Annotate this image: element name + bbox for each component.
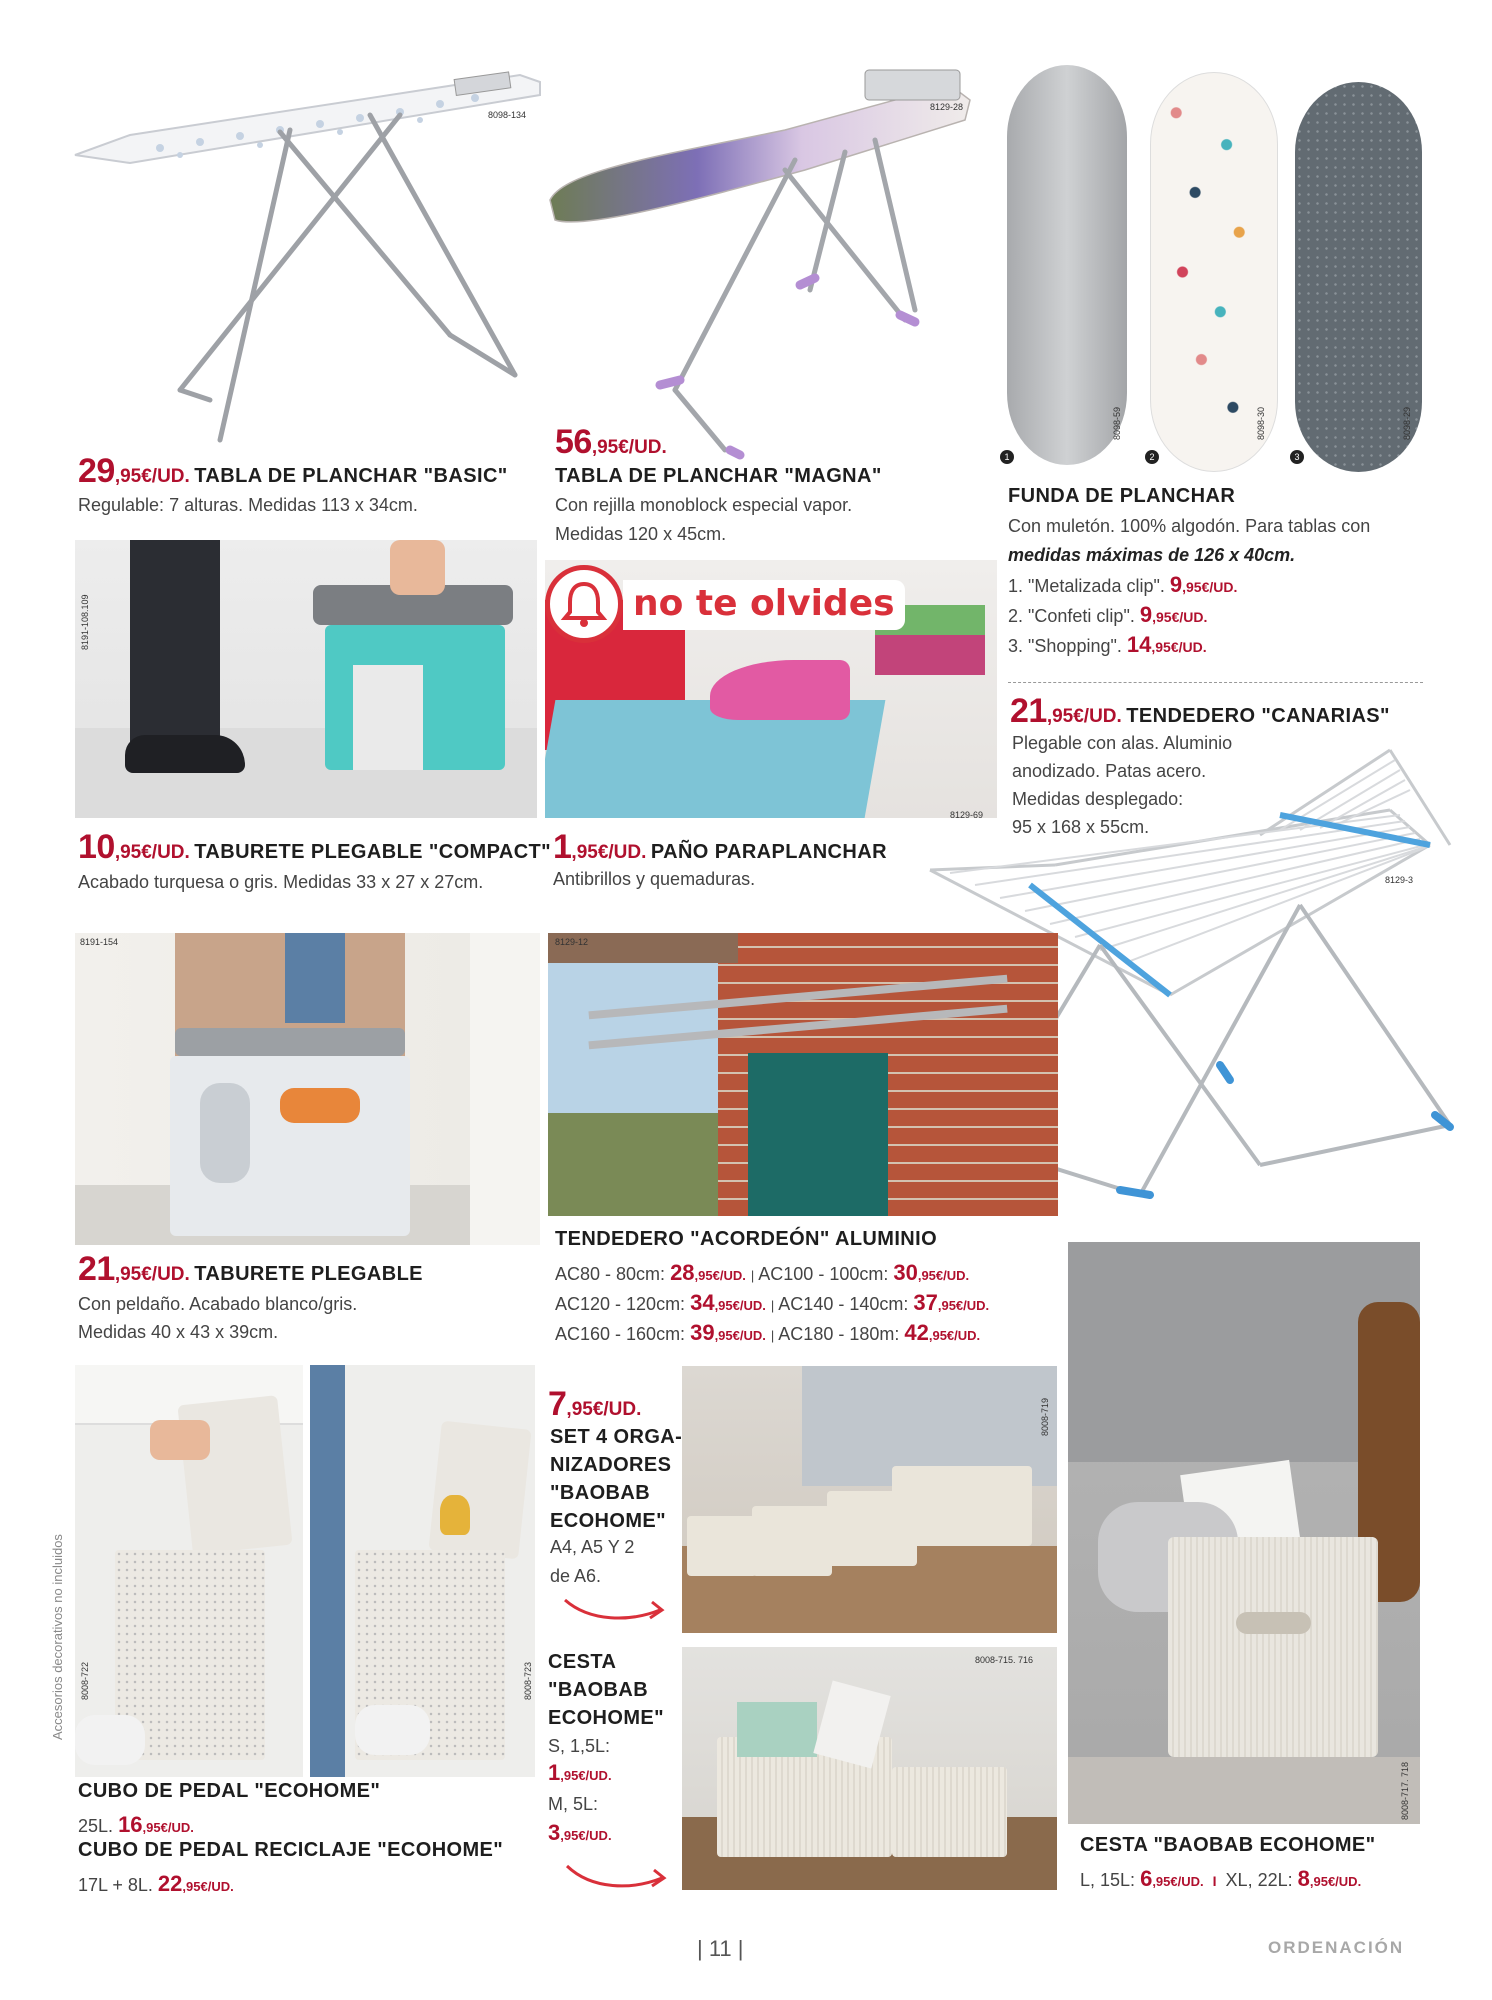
cesta-small-price-1-dec: ,95€/UD. <box>560 1768 612 1783</box>
funda-desc-1: Con muletón. 100% algodón. Para tablas con <box>1008 516 1371 536</box>
acordeon-ac140-label: AC140 - 140cm: <box>778 1294 909 1314</box>
basic-title: TABLA DE PLANCHAR "BASIC" <box>194 465 508 487</box>
cubo-size-1: 25L. <box>78 1816 114 1836</box>
cubo-line-1 <box>78 1810 194 1842</box>
cesta-big-code: 8008-717. 718 <box>1400 1761 1410 1820</box>
basic-price-int: 29 <box>78 452 115 490</box>
set4-photo <box>682 1366 1057 1633</box>
pano-code: 8129-69 <box>950 810 984 820</box>
funda-desc-2: medidas máximas de 126 x 40cm. <box>1008 545 1296 565</box>
cesta-small-size-1: S, 1,5L: <box>548 1736 611 1756</box>
taburete-price-int: 21 <box>78 1250 115 1288</box>
pano-price-title <box>553 828 887 867</box>
pano-title: PAÑO PARAPLANCHAR <box>650 841 887 863</box>
magna-code: 8129-28 <box>930 102 964 112</box>
pano-desc: Antibrillos y quemaduras. <box>553 869 756 889</box>
cesta-big-price-2-int: 8 <box>1297 1866 1310 1891</box>
canarias-code: 8129-3 <box>1385 875 1414 885</box>
acordeon-row-3: AC160 - 160cm: 39,95€/UD. | AC180 - 180m: 42,95€/UD. <box>555 1320 981 1345</box>
pano-price-dec: ,95€/UD. <box>571 842 647 863</box>
cover-marker-3: 3 <box>1290 450 1304 464</box>
funda-item-1-price-int: 9 <box>1169 572 1183 597</box>
funda-title: FUNDA DE PLANCHAR <box>1008 485 1236 507</box>
set4-arrow-icon <box>560 1590 670 1635</box>
acordeon-ac100-dec: ,95€/UD. <box>917 1268 970 1283</box>
cesta-big-price-1-dec: ,95€/UD. <box>1152 1874 1204 1889</box>
cubo-price-1-int: 16 <box>118 1812 143 1837</box>
no-te-olvides-banner <box>545 565 945 645</box>
funda-item-2-price-int: 9 <box>1139 602 1153 627</box>
cubo-code-1: 8008-722 <box>80 1661 90 1700</box>
funda-divider <box>1008 682 1423 683</box>
basic-price-dec: ,95€/UD. <box>114 466 190 487</box>
acordeon-ac100-label: AC100 - 100cm: <box>758 1264 889 1284</box>
cesta-small-price-2-int: 3 <box>548 1820 561 1845</box>
compact-title: TABURETE PLEGABLE "COMPACT" <box>194 841 552 863</box>
set4-title-3: "BAOBAB <box>550 1482 651 1504</box>
bell-icon <box>545 565 623 643</box>
funda-item-2-price-dec: ,95€/UD. <box>1152 609 1208 625</box>
cover-code-1: 8098-59 <box>1112 406 1122 440</box>
side-note: Accesorios decorativos no incluidos <box>50 1534 65 1740</box>
cubo-photo-2 <box>310 1365 535 1777</box>
taburete-desc-2: Medidas 40 x 43 x 39cm. <box>78 1322 279 1342</box>
canarias-price-int: 21 <box>1010 692 1047 730</box>
acordeon-ac120-dec: ,95€/UD. <box>714 1298 766 1313</box>
funda-item-3-label: 3. "Shopping". <box>1008 636 1122 656</box>
cubo-size-2: 17L + 8L. <box>78 1875 153 1895</box>
cubo-code-2: 8008-723 <box>523 1661 533 1700</box>
cubo-price-2-dec: ,95€/UD. <box>182 1879 234 1894</box>
acordeon-ac180-label: AC180 - 180m: <box>778 1324 900 1344</box>
cubo-price-2-int: 22 <box>157 1871 183 1896</box>
funda-item-2-label: 2. "Confeti clip". <box>1008 606 1135 626</box>
set4-code: 8008-719 <box>1040 1397 1050 1436</box>
acordeon-row-1: AC80 - 80cm: 28,95€/UD. | AC100 - 100cm: 30,95€/UD. <box>555 1260 970 1285</box>
canarias-desc-4: 95 x 168 x 55cm. <box>1012 817 1150 837</box>
cesta-small-size-2: M, 5L: <box>548 1794 599 1814</box>
taburete-photo <box>75 933 540 1245</box>
funda-item-3 <box>1008 630 1207 662</box>
cesta-small-title-3: ECOHOME" <box>548 1707 665 1729</box>
banner-text: no te olvides <box>633 583 895 624</box>
set4-desc <box>550 1533 634 1591</box>
acordeon-ac160-int: 39 <box>690 1320 715 1345</box>
set4-price-int: 7 <box>548 1385 567 1423</box>
taburete-price-title <box>78 1250 423 1289</box>
cubo-line-2 <box>78 1869 234 1901</box>
magna-desc-1: Con rejilla monoblock especial vapor. <box>555 495 853 515</box>
cesta-small-title <box>548 1648 664 1732</box>
set4-price-dec: ,95€/UD. <box>566 1399 642 1420</box>
funda-item-3-price-dec: ,95€/UD. <box>1151 639 1207 655</box>
acordeon-ac160-dec: ,95€/UD. <box>714 1328 766 1343</box>
cesta-small-price-1 <box>548 1760 612 1786</box>
funda-item-1 <box>1008 570 1237 602</box>
cesta-big-sep: I <box>1212 1873 1217 1889</box>
set4-title-2: NIZADORES <box>550 1454 672 1476</box>
compact-desc: Acabado turquesa o gris. Medidas 33 x 27 x 27cm. <box>78 872 484 892</box>
canarias-desc-3: Medidas desplegado: <box>1012 789 1184 809</box>
funda-item-1-label: 1. "Metalizada clip". <box>1008 576 1165 596</box>
cesta-small-price-2 <box>548 1820 612 1846</box>
set4-title-4: ECOHOME" <box>550 1510 667 1532</box>
magna-price <box>555 423 667 462</box>
magna-price-int: 56 <box>555 423 592 461</box>
magna-title: TABLA DE PLANCHAR "MAGNA" <box>555 465 882 487</box>
compact-code: 8191-108.109 <box>80 594 90 650</box>
cover-marker-1: 1 <box>1000 450 1014 464</box>
acordeon-ac180-dec: ,95€/UD. <box>928 1328 981 1343</box>
acordeon-ac180-int: 42 <box>904 1320 929 1345</box>
cesta-big-price-2-dec: ,95€/UD. <box>1309 1874 1362 1889</box>
taburete-desc-1: Con peldaño. Acabado blanco/gris. <box>78 1294 358 1314</box>
compact-price-title <box>78 828 551 867</box>
cesta-small-arrow-icon <box>562 1858 672 1903</box>
set4-desc-1: A4, A5 Y 2 <box>550 1537 635 1557</box>
section-label: ORDENACIÓN <box>1268 1938 1405 1957</box>
acordeon-ac120-label: AC120 - 120cm: <box>555 1294 686 1314</box>
cesta-small-code: 8008-715. 716 <box>975 1655 1034 1665</box>
canarias-desc-2: anodizado. Patas acero. <box>1012 761 1207 781</box>
cesta-small-title-2: "BAOBAB <box>548 1679 649 1701</box>
acordeon-photo <box>548 933 1058 1216</box>
cover-code-2: 8098-30 <box>1256 406 1266 440</box>
cesta-big-price-1-int: 6 <box>1140 1866 1153 1891</box>
cubo-price-1-dec: ,95€/UD. <box>142 1820 194 1835</box>
set4-title-1: SET 4 ORGA- <box>550 1426 683 1448</box>
acordeon-ac140-int: 37 <box>913 1290 938 1315</box>
cubo-title-1: CUBO DE PEDAL "ECOHOME" <box>78 1780 381 1802</box>
compact-price-int: 10 <box>78 828 115 866</box>
set4-price <box>548 1385 641 1424</box>
taburete-price-dec: ,95€/UD. <box>114 1264 190 1285</box>
set4-desc-2: de A6. <box>550 1566 602 1586</box>
canarias-price-title <box>1010 692 1390 731</box>
canarias-title: TENDEDERO "CANARIAS" <box>1126 705 1390 727</box>
acordeon-title: TENDEDERO "ACORDEÓN" ALUMINIO <box>555 1228 938 1250</box>
cover-metalizada-image <box>1007 65 1127 465</box>
cesta-big-size-2: XL, 22L: <box>1225 1870 1293 1890</box>
cesta-big-size-1: L, 15L: <box>1080 1870 1136 1890</box>
acordeon-ac120-int: 34 <box>690 1290 715 1315</box>
funda-item-3-price-int: 14 <box>1126 632 1152 657</box>
acordeon-ac160-label: AC160 - 160cm: <box>555 1324 686 1344</box>
pano-price-int: 1 <box>553 828 572 866</box>
acordeon-row-2: AC120 - 120cm: 34,95€/UD. | AC140 - 140cm: 37,95€/UD. <box>555 1290 990 1315</box>
banner-label <box>623 580 905 630</box>
magna-desc-2: Medidas 120 x 45cm. <box>555 524 727 544</box>
acordeon-ac80-dec: ,95€/UD. <box>694 1268 746 1283</box>
magna-board-image <box>545 60 985 460</box>
acordeon-ac80-int: 28 <box>670 1260 695 1285</box>
cesta-small-photo <box>682 1647 1057 1890</box>
basic-price-title <box>78 452 508 491</box>
magna-price-dec: ,95€/UD. <box>591 437 667 458</box>
canarias-price-dec: ,95€/UD. <box>1046 706 1122 727</box>
taburete-title: TABURETE PLEGABLE <box>194 1263 423 1285</box>
cubo-title-2: CUBO DE PEDAL RECICLAJE "ECOHOME" <box>78 1839 504 1861</box>
cesta-big-title: CESTA "BAOBAB ECOHOME" <box>1080 1834 1376 1856</box>
acordeon-ac80-label: AC80 - 80cm: <box>555 1264 666 1284</box>
cesta-small-title-1: CESTA <box>548 1651 617 1673</box>
cover-code-3: 8098-29 <box>1402 406 1412 440</box>
funda-item-2 <box>1008 600 1207 632</box>
canarias-desc-1: Plegable con alas. Aluminio <box>1012 733 1233 753</box>
cesta-small-price-1-int: 1 <box>548 1760 561 1785</box>
set4-title <box>550 1423 682 1535</box>
cesta-big-line <box>1080 1864 1361 1896</box>
cover-marker-2: 2 <box>1145 450 1159 464</box>
acordeon-code: 8129-12 <box>555 937 589 947</box>
cesta-big-photo <box>1068 1242 1420 1824</box>
compact-price-dec: ,95€/UD. <box>114 842 190 863</box>
basic-desc: Regulable: 7 alturas. Medidas 113 x 34cm. <box>78 495 418 515</box>
basic-board-image <box>70 60 550 450</box>
cubo-photo-1 <box>75 1365 303 1777</box>
basic-code: 8098-134 <box>488 110 527 120</box>
acordeon-ac140-dec: ,95€/UD. <box>937 1298 990 1313</box>
funda-item-1-price-dec: ,95€/UD. <box>1182 579 1238 595</box>
taburete-code: 8191-154 <box>80 937 119 947</box>
acordeon-ac100-int: 30 <box>893 1260 918 1285</box>
page-number: | 11 | <box>697 1936 744 1961</box>
compact-stool-photo <box>75 540 537 818</box>
cesta-small-price-2-dec: ,95€/UD. <box>560 1828 612 1843</box>
